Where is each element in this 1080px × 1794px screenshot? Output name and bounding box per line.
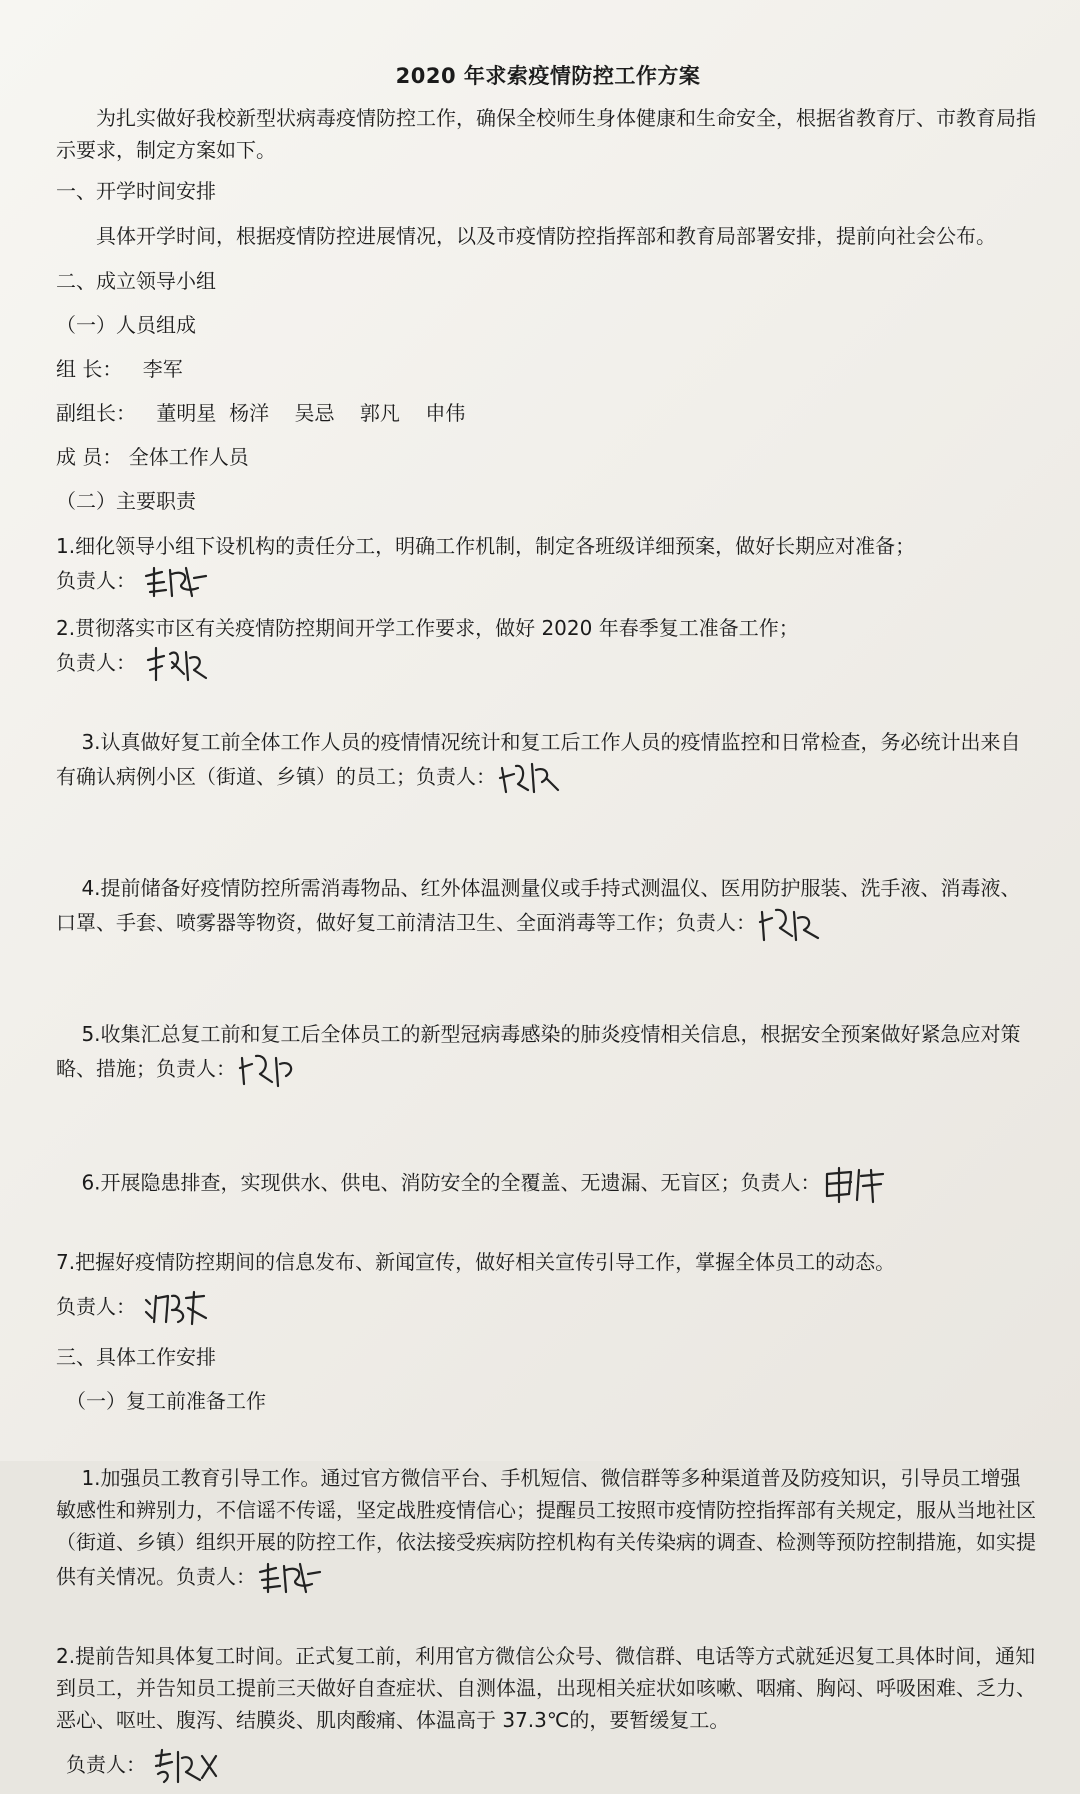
duty-item: 7.把握好疫情防控期间的信息发布、新闻宣传，做好相关宣传引导工作，掌握全体员工的动态。 [56, 1250, 896, 1274]
duty-item: 6.开展隐患排查，实现供水、供电、消防安全的全覆盖、无遗漏、无盲区；负责人： [56, 1132, 1040, 1236]
subsection-duties: （二）主要职责 [56, 489, 196, 513]
duty-item: 2.贯彻落实市区有关疫情防控期间开学工作要求，做好 2020 年春季复工准备工作； [56, 616, 799, 640]
duty-resp-row [56, 1288, 1040, 1328]
signature-image [142, 562, 212, 602]
signature-image [496, 758, 566, 798]
members-value: 全体工作人员 [128, 445, 249, 469]
subsection-personnel: （一）人员组成 [56, 313, 196, 337]
deputy-row [56, 398, 1040, 428]
signature-image [236, 1050, 306, 1090]
section1-heading: 一、开学时间安排 [56, 179, 216, 203]
document-title: 2020 年求索疫情防控工作方案 [395, 64, 701, 88]
section2-heading: 二、成立领导小组 [56, 269, 216, 293]
resp-label: 负责人： [56, 650, 136, 675]
duty-resp-row [56, 644, 1040, 684]
deputy-label: 副组长： [56, 401, 136, 425]
members-row [56, 442, 1040, 472]
resp-label: 负责人： [56, 1294, 136, 1319]
deputy-names: 董明星 杨洋 吴忌 郭凡 申伟 [156, 401, 466, 425]
signature-image [142, 1288, 212, 1328]
members-label: 成 员： [56, 445, 123, 469]
leader-name: 李军 [142, 357, 183, 381]
subsection-pre-work: （一）复工前准备工作 [66, 1389, 266, 1413]
signature-image [756, 904, 826, 944]
section3-heading: 三、具体工作安排 [56, 1345, 216, 1369]
leader-label: 组 长： [56, 357, 123, 381]
signature-image [152, 1746, 222, 1786]
intro-paragraph: 为扎实做好我校新型状病毒疫情防控工作，确保全校师生身体健康和生命安全，根据省教育厅、市教育局指示要求，制定方案如下。 [56, 106, 1036, 162]
leader-row [56, 354, 1040, 384]
resp-label: 负责人： [66, 1752, 146, 1777]
signature-image [256, 1558, 326, 1598]
section1-body: 具体开学时间，根据疫情防控进展情况，以及市疫情防控指挥部和教育局部署安排，提前向社会公布。 [96, 224, 996, 248]
resp-label: 负责人： [56, 568, 136, 593]
duty-item: 4.提前储备好疫情防控所需消毒物品、红外体温测量仪或手持式测温仪、医用防护服装、洗手液、消毒液、口罩、手套、喷雾器等物资，做好复工前清洁卫生、全面消毒等工作；负责人： [56, 840, 1040, 976]
work-resp-row [66, 1746, 1040, 1786]
duty-item: 3.认真做好复工前全体工作人员的疫情情况统计和复工后工作人员的疫情监控和日常检查，务必统计出来自有确认病例小区（街道、乡镇）的员工；负责人： [56, 694, 1040, 830]
signature-image [821, 1164, 891, 1204]
duty-resp-row [56, 562, 1040, 602]
work-item: 2.提前告知具体复工时间。正式复工前，利用官方微信公众号、微信群、电话等方式就延迟复工具体时间，通知到员工，并告知员工提前三天做好自查症状、自测体温，出现相关症状如咳嗽、咽痛、胸闷、呼吸困难、乏力、恶心、呕吐、腹泻、结膜炎、肌肉酸痛、体温高于 37.3℃的，要暂缓复工。 [56, 1644, 1036, 1732]
duty-item: 1.细化领导小组下设机构的责任分工，明确工作机制，制定各班级详细预案，做好长期应对准备； [56, 534, 916, 558]
signature-image [142, 644, 212, 684]
work-item: 1.加强员工教育引导工作。通过官方微信平台、手机短信、微信群等多种渠道普及防疫知识，引导员工增强敏感性和辨别力，不信谣不传谣，坚定战胜疫情信心；提醒员工按照市疫情防控指挥部有关规定，服从当地社区（街道、乡镇）组织开展的防控工作，依法接受疾病防控机构有关传染病的调查、检测等预防控制措施，如实提供有关情况。负责人： [56, 1430, 1040, 1630]
duty-item: 5.收集汇总复工前和复工后全体员工的新型冠病毒感染的肺炎疫情相关信息，根据安全预案做好紧急应对策略、措施；负责人： [56, 986, 1040, 1122]
